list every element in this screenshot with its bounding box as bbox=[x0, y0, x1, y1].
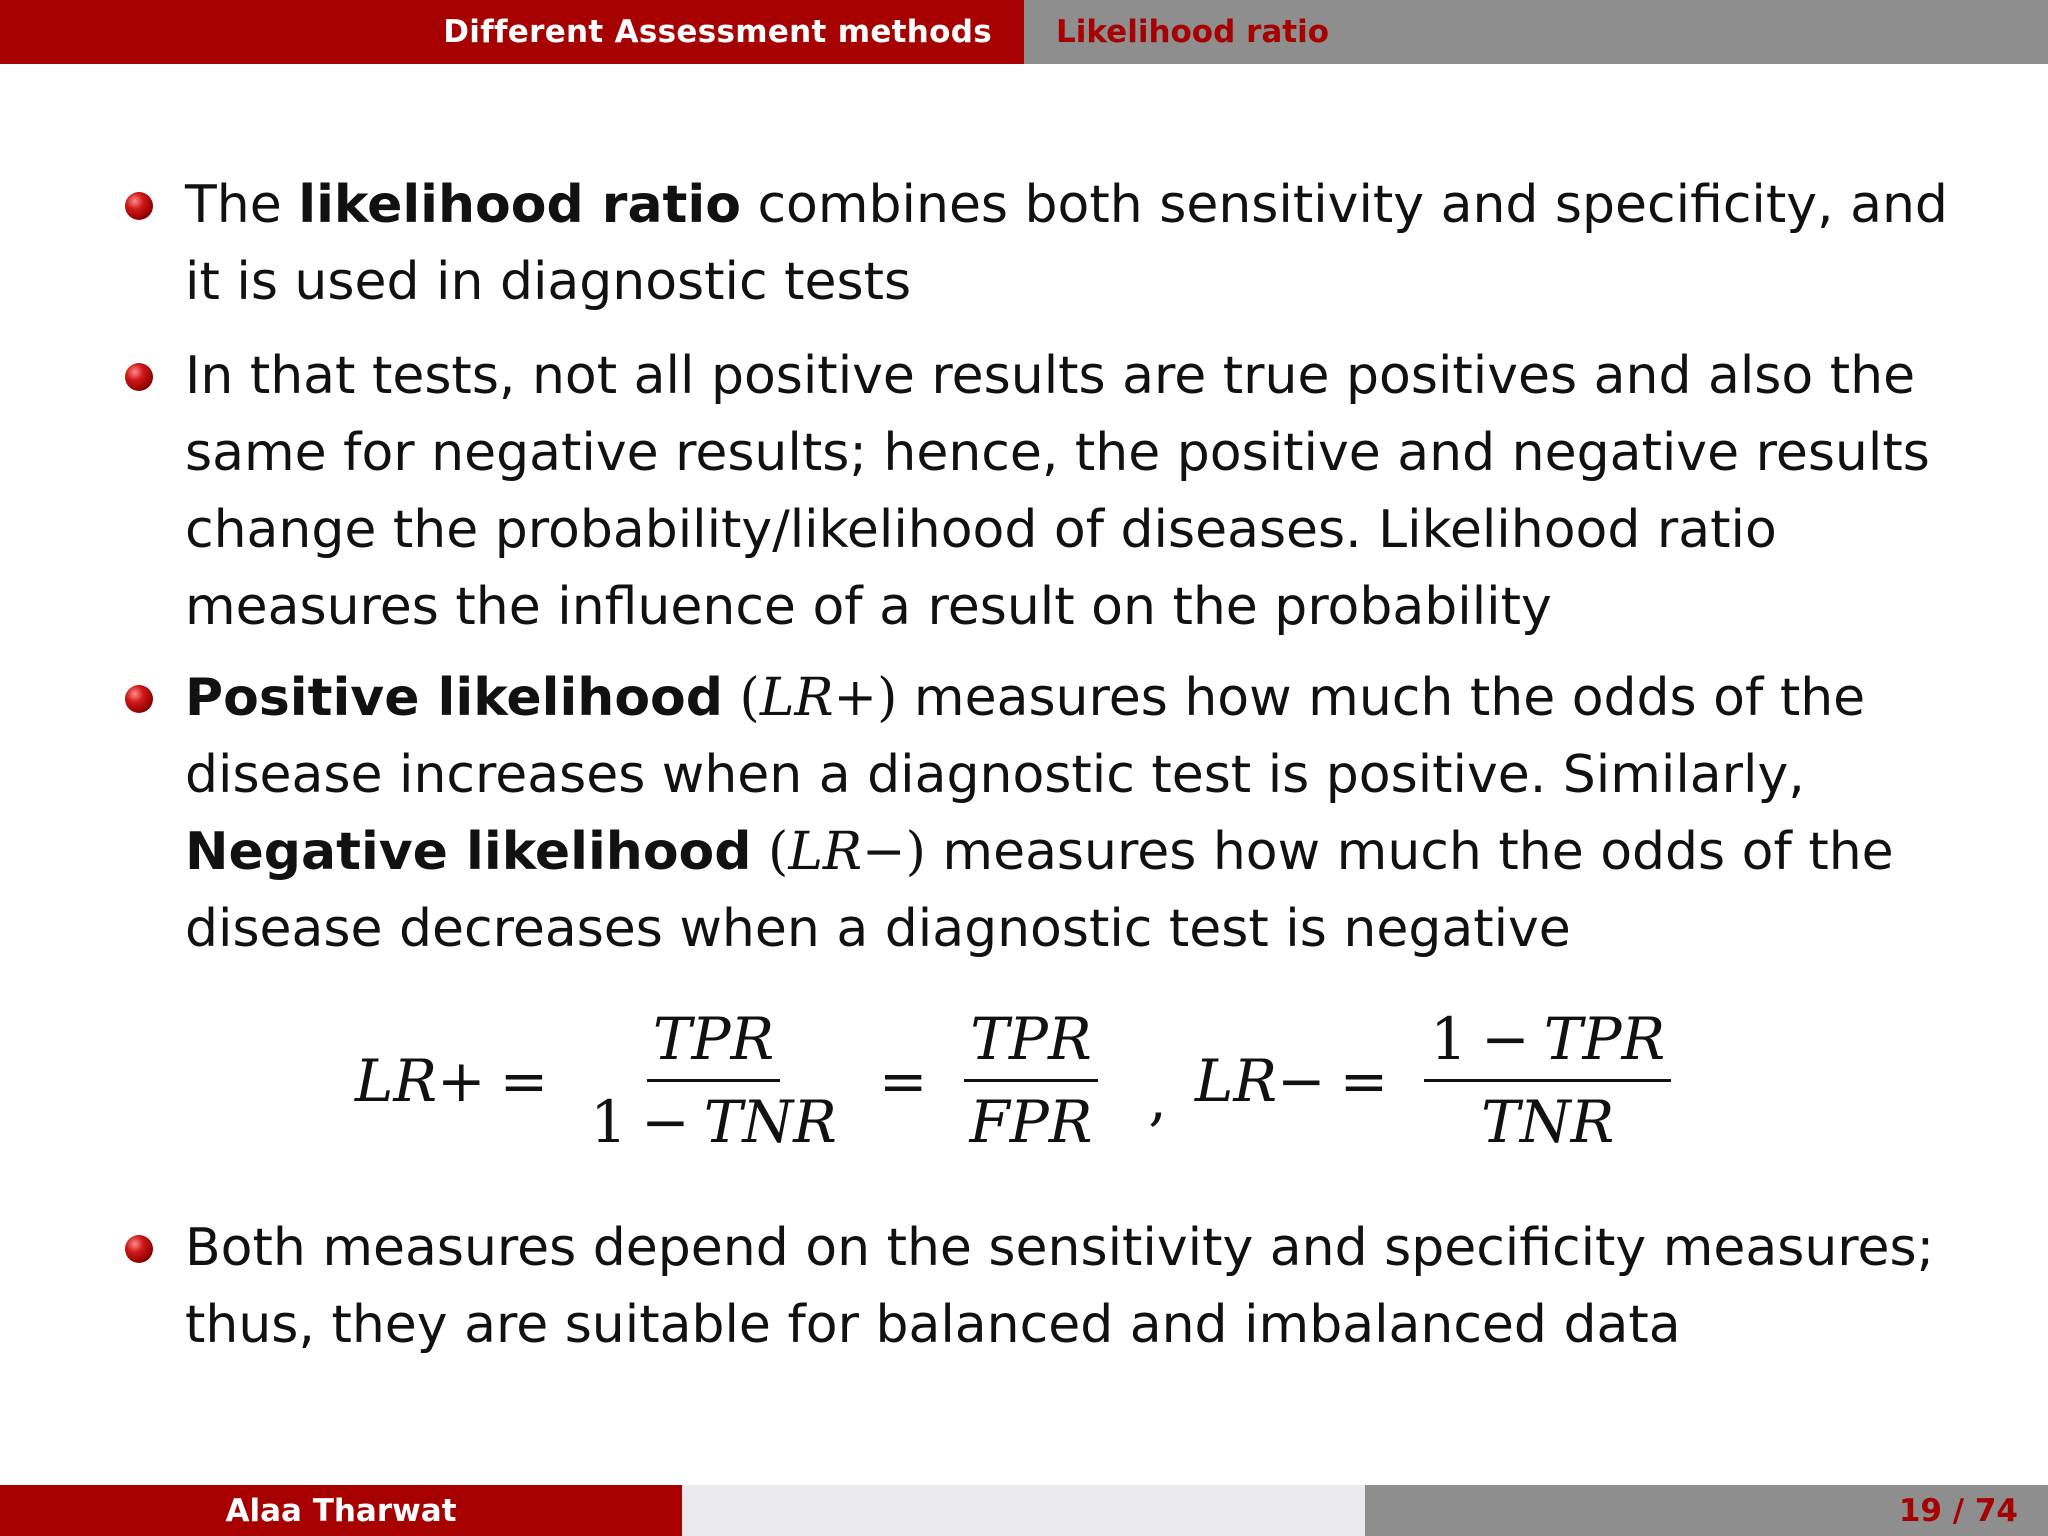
bullet-3-mid: measures how much the odds of the disease increases when a diagnostic test is positive. Similarly, bbox=[185, 668, 1866, 805]
formula-lr-plus: LR+ bbox=[354, 1046, 486, 1115]
footer-author: Alaa Tharwat bbox=[0, 1485, 682, 1536]
lr-minus-symbol: LR− bbox=[788, 822, 906, 882]
bullet-item-3: Positive likelihood (LR+) measures how much the odds of the disease increases when a diagnostic test is positive. Similarly, Negative likelihood (LR−) measures how much the odds of the disease decreases when a diagnostic test is negative bbox=[185, 660, 1985, 968]
footer-title-area bbox=[682, 1485, 1365, 1536]
bullet-1-post: combines both sensitivity and specificity, and it is used in diagnostic tests bbox=[185, 175, 1948, 312]
slide-footer bbox=[0, 1485, 2048, 1536]
fraction-3 bbox=[1424, 1005, 1671, 1156]
lr-plus-symbol: LR+ bbox=[759, 668, 878, 728]
bullet-ball-icon bbox=[125, 192, 153, 220]
fraction-1 bbox=[584, 1005, 843, 1156]
fraction-1-numerator: TPR bbox=[647, 1005, 780, 1082]
bullet-item-1 bbox=[185, 167, 1985, 321]
fraction-3-denominator: TNR bbox=[1481, 1088, 1615, 1156]
fraction-3-numerator: 1 − TPR bbox=[1424, 1005, 1671, 1082]
formula-comma: , bbox=[1148, 1064, 1167, 1133]
fraction-2-denominator: FPR bbox=[969, 1088, 1093, 1156]
bullet-1-bold: likelihood ratio bbox=[298, 175, 741, 235]
footer-page-number: 19 / 74 bbox=[1365, 1485, 2048, 1536]
bullet-item-2 bbox=[185, 338, 1985, 646]
formula-equals-3: = bbox=[1339, 1046, 1389, 1115]
header-subsection-title[interactable]: Likelihood ratio bbox=[1024, 0, 2048, 64]
bullet-3-post: measures how much the odds of the disease decreases when a diagnostic test is negative bbox=[185, 822, 1894, 959]
likelihood-formula bbox=[0, 1005, 2048, 1156]
formula-equals-1: = bbox=[499, 1046, 549, 1115]
formula-equals-2: = bbox=[878, 1046, 928, 1115]
bullet-ball-icon bbox=[125, 363, 153, 391]
bullet-1-pre: The bbox=[185, 175, 299, 235]
bullet-2-text: In that tests, not all positive results are true positives and also the same for negative results; hence, the positive and negative results change the probability/likelihood of diseases. Likelihood ratio measures the influence of a result on the probability bbox=[185, 346, 1930, 637]
fraction-2-numerator: TPR bbox=[964, 1005, 1097, 1082]
bullet-ball-icon bbox=[125, 1235, 153, 1263]
bullet-3-bold-positive: Positive likelihood bbox=[185, 668, 724, 728]
fraction-1-denominator: 1 − TNR bbox=[590, 1088, 837, 1156]
bullet-4-text: Both measures depend on the sensitivity and specificity measures; thus, they are suitable for balanced and imbalanced data bbox=[185, 1218, 1935, 1355]
formula-lr-minus: LR− bbox=[1194, 1046, 1326, 1115]
bullet-3-bold-negative: Negative likelihood bbox=[185, 822, 752, 882]
bullet-item-4 bbox=[185, 1210, 1985, 1364]
bullet-ball-icon bbox=[125, 685, 153, 713]
header-section-title[interactable]: Different Assessment methods bbox=[0, 0, 1024, 64]
fraction-2 bbox=[963, 1005, 1098, 1156]
